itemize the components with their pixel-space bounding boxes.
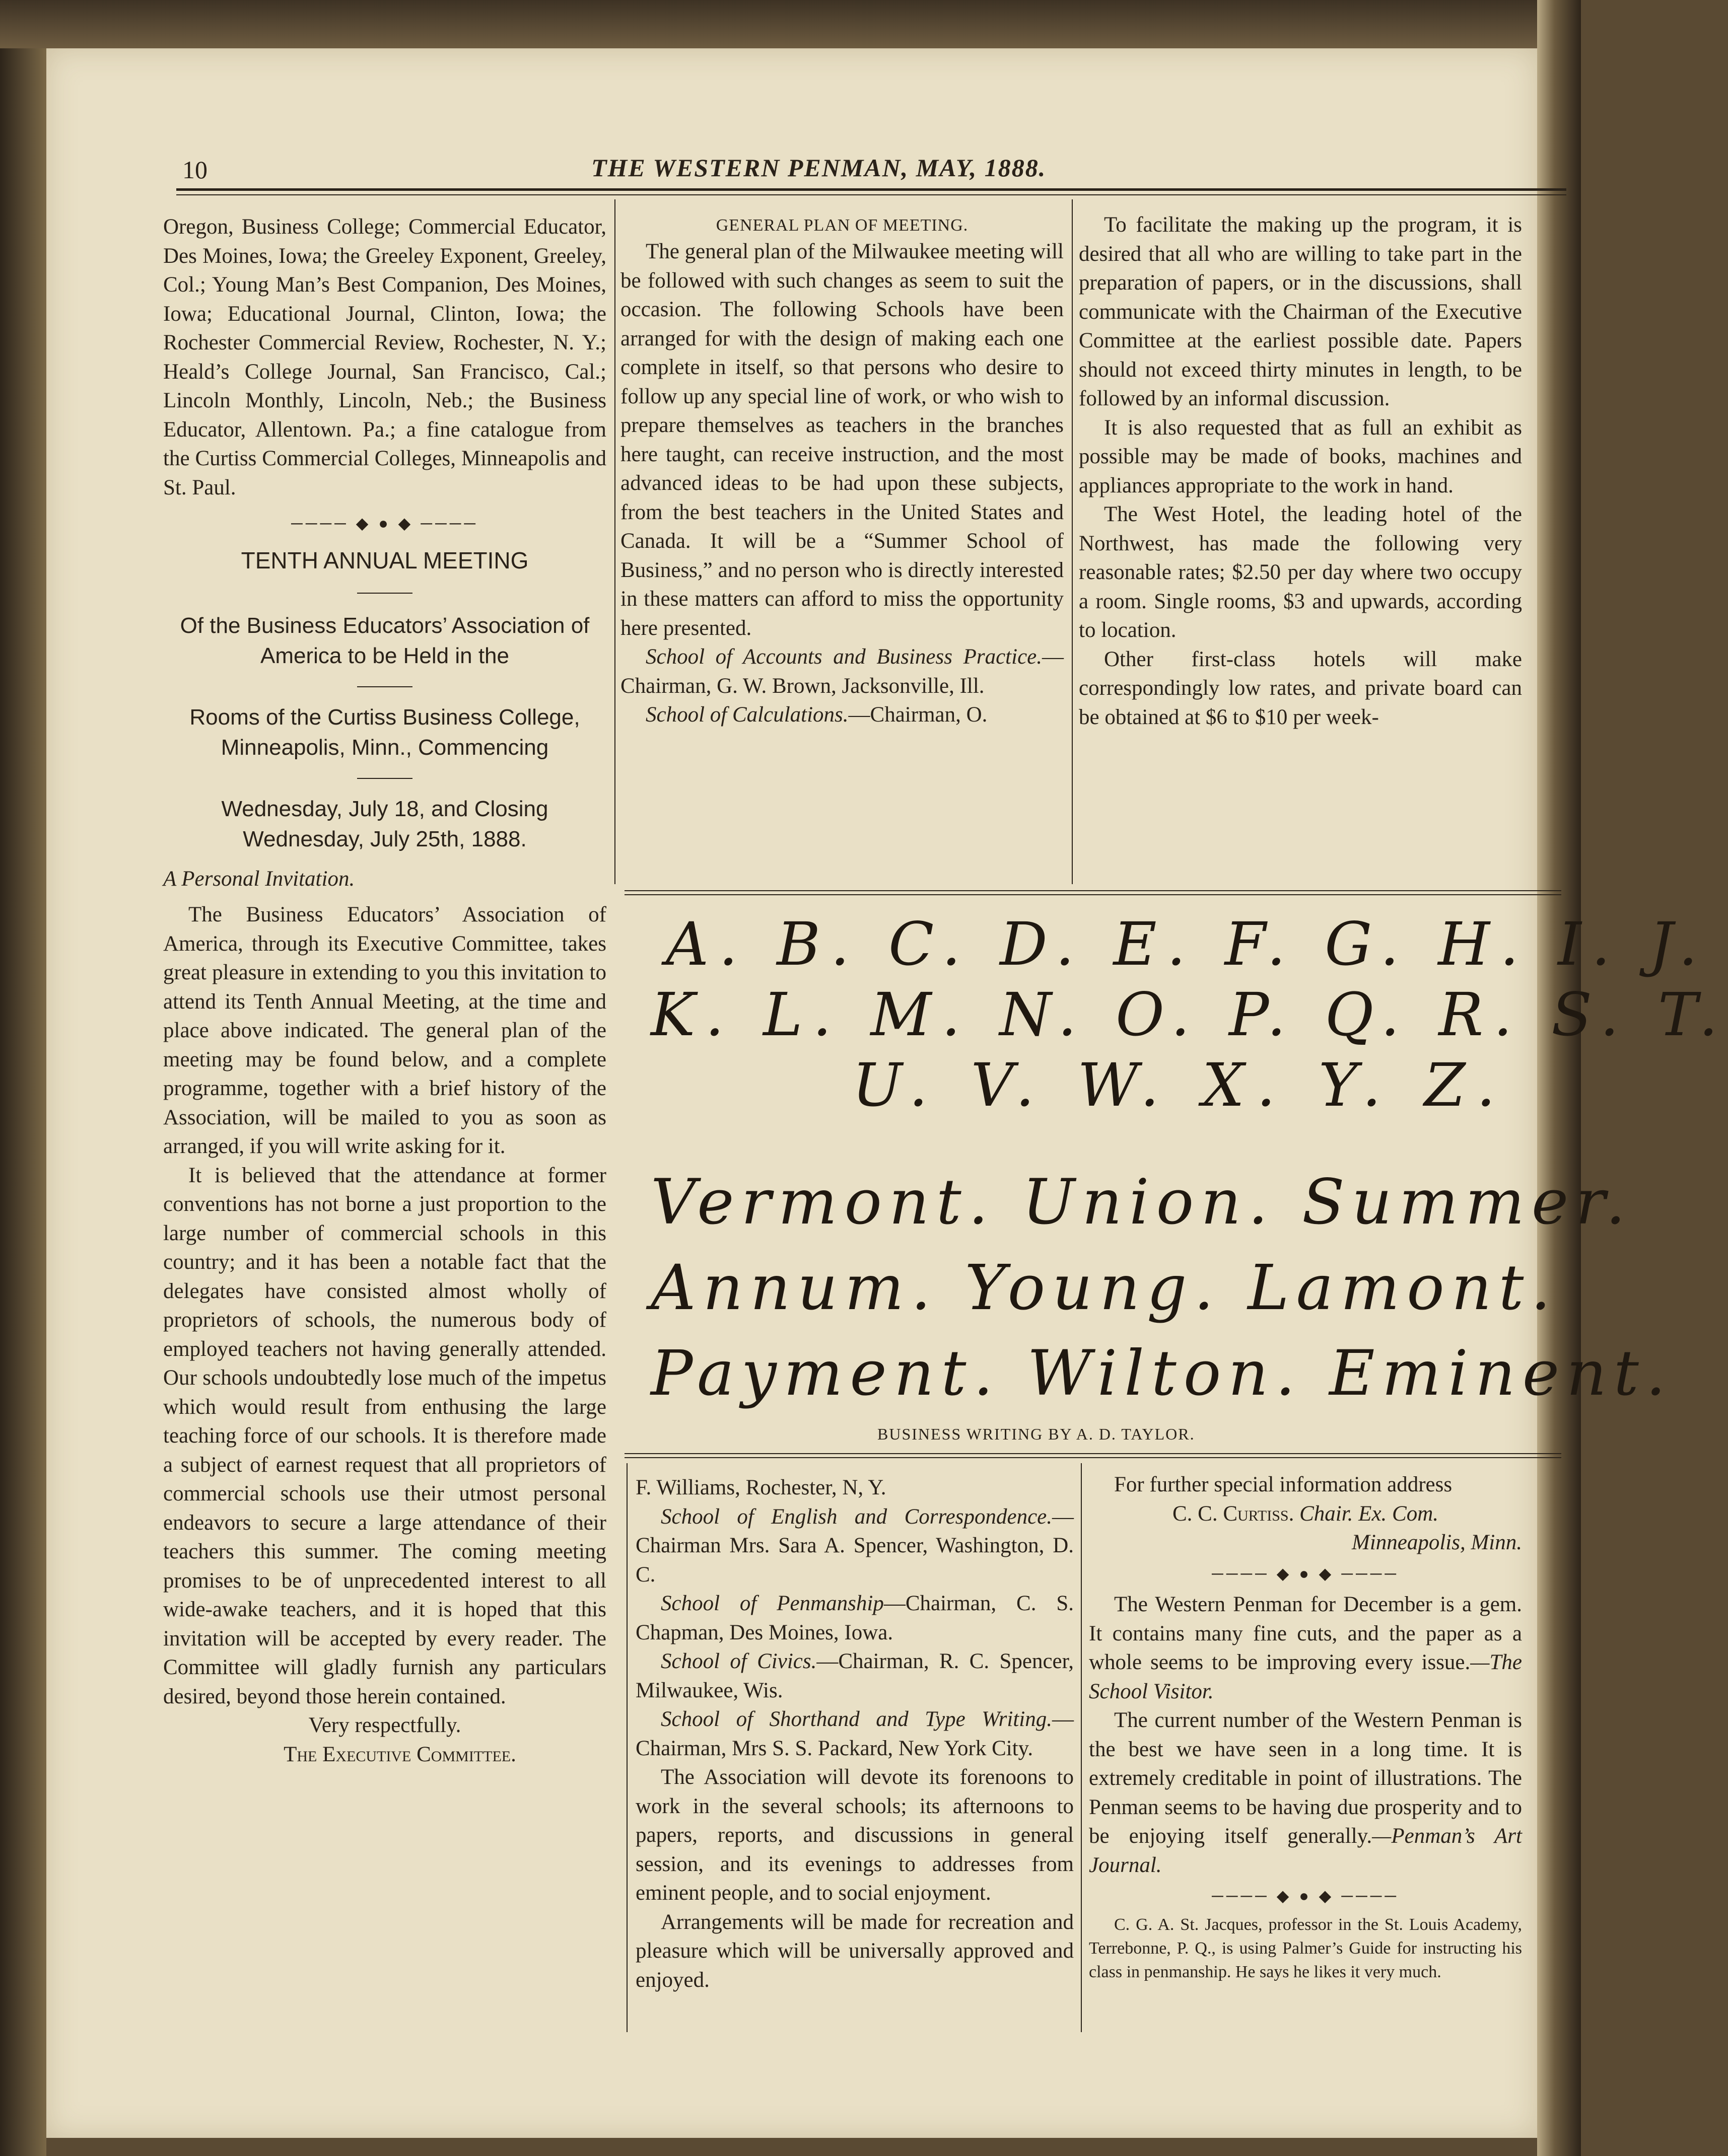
short-rule [357,778,412,779]
school-chair: —Chairman, O. [848,703,988,727]
ornament-divider: ──── ◆ ● ◆ ──── [1212,1564,1399,1583]
newspaper-page [46,48,1728,2138]
school-name: School of Civics. [661,1649,817,1673]
short-rule [357,593,412,594]
signature-name: C. C. Curtiss. [1172,1501,1294,1526]
meeting-subheading: Rooms of the Curtiss Business College, Minneapolis, Minn., Commencing [189,704,580,760]
script-words-line-3: Payment. Wilton. Eminent. [651,1337,1673,1410]
column-2-lower [636,1473,1074,1994]
article-paragraph: To facilitate the making up the program, it is desired that all who are willing to take part in the preparation of papers, or in the discussions, shall communicate with the Chairman of the Executive Committee at the earliest possible date. Papers should not exceed thirty minutes in length, to be followed by an informal discussion. [1079,213,1522,410]
header-rule-thin [176,194,1566,195]
article-paragraph: Oregon, Business College; Commercial Educator, Des Moines, Iowa; the Greeley Exponent, Greeley, Col.; Young Man’s Best Companion, Des Moines, Iowa; Educational Journal, Clinton, Iowa; the Rochester Commercial Review, Rochester, N. Y.; Heald’s College Journal, San Francisco, Cal.; Lincoln Monthly, Lincoln, Neb.; the Business Educator, Allentown. Pa.; a fine catalogue from the Curtiss Commercial Colleges, Minneapolis and St. Paul. [163,215,606,499]
article-text: The Western Penman for December is a gem. It contains many fine cuts, and the paper as a whole seems to be improving every issue. [1089,1593,1522,1674]
column-divider [627,1463,628,2032]
signature: The Executive Committee. [284,1742,516,1766]
signature-title: Chair. Ex. Com. [1299,1501,1439,1526]
closing: Very respectfully. [308,1713,461,1737]
page-title: THE WESTERN PENMAN, MAY, 1888. [591,154,1047,182]
book-gutter-left [0,48,46,2156]
script-words-line-2: Annum. Young. Lamont. [651,1252,1558,1324]
page-number: 10 [182,156,208,184]
plan-heading: GENERAL PLAN OF MEETING. [716,216,969,235]
meeting-heading: TENTH ANNUAL MEETING [241,547,529,573]
article-paragraph: It is believed that the attendance at former conventions has not borne a just proportion to the large number of commercial schools in this country; and it has been a notable fact that the delegates have consisted almost wholly of proprietors of schools, the numerous body of employed teachers not having generally attended. Our schools undoubtedly lose much of the impetus which would result from enthusing the large teaching force of our schools. It is therefore made a subject of earnest request that all proprietors of commercial schools use their utmost personal endeavors to secure a large attendance of their teachers this summer. The coming meeting promises to be of unprecedented interest to all wide-awake teachers, and it is hoped that this invitation will be accepted by every reader. The Committee will gladly furnish any particulars desired, beyond those herein contained. [163,1163,606,1708]
article-paragraph: The Association will devote its forenoons to work in the several schools; its afternoons to papers, reports, and discussions in general session, and its evenings to addresses from eminent people, and to social enjoyment. [636,1765,1074,1905]
column-2 [620,213,1064,730]
article-text: The current number of the Western Penman is the best we have seen in a long time. It is extremely creditable in point of illustrations. The Penman seems to be having due prosperity and to be enjoying itself generally. [1089,1708,1522,1848]
meeting-subheading: Of the Business Educators’ Association of America to be Held in the [180,613,590,668]
article-source: —Penman’s Art Journal. [1089,1824,1522,1877]
column-1 [163,212,606,1769]
specimen-rule-bottom [625,1453,1561,1454]
school-name: School of Calculations. [646,703,849,727]
article-line: F. Williams, Rochester, N, Y. [636,1476,886,1499]
article-paragraph: For further special information address [1114,1473,1453,1496]
ornament-divider: ──── ◆ ● ◆ ──── [1212,1887,1399,1905]
article-paragraph: The general plan of the Milwaukee meeting will be followed with such changes as seem to suit the occasion. The following Schools have been arranged for with the design of making each one complete in itself, so that persons who desire to follow up any special line of work, or who wish to prepare themselves as teachers in the branches here taught, can receive instruction, and the most advanced ideas to be had upon these subjects, from the best teachers in the United States and Canada. It will be a “Summer School of Business,” and no person who is directly interested in these matters can afford to miss the opportunity here presented. [620,240,1064,640]
school-chair: —Chairman Mrs. Sara A. Spencer, Washington, D. C. [636,1504,1074,1587]
article-paragraph: It is also requested that as full an exhibit as possible may be made of books, machines and appliances appropriate to the work in hand. [1079,415,1522,497]
specimen-rule-top [625,890,1561,891]
article-paragraph: The West Hotel, the leading hotel of the Northwest, has made the following very reasonable rates; $2.50 per day where two occupy a room. Single rooms, $3 and upwards, according to location. [1079,502,1522,642]
school-name: School of Shorthand and Type Writing. [661,1707,1052,1731]
school-chair: —Chairman, C. S. Chapman, Des Moines, Iowa. [636,1592,1074,1644]
book-gutter-top [0,0,1537,48]
school-name: School of English and Correspondence. [661,1504,1052,1529]
column-divider [1081,1463,1082,2032]
script-words-line-1: Vermont. Union. Summer. [651,1166,1633,1239]
script-capitals-line-3: U. V. W. X. Y. Z. [852,1050,1508,1120]
invitation-title: A Personal Invitation. [163,867,355,891]
book-edge-right [1537,0,1581,2156]
script-capitals-line-2: K. L. M. N. O. P. Q. R. S. T. [651,980,1728,1049]
specimen-caption: BUSINESS WRITING BY A. D. TAYLOR. [877,1425,1195,1443]
school-chair: —Chairman, R. C. Spencer, Milwaukee, Wis. [636,1649,1074,1702]
script-capitals-line-1: A. B. C. D. E. F. G. H. I. J. [666,909,1708,979]
school-name: School of Penmanship [661,1592,884,1615]
specimen-rule-top [625,894,1561,895]
brief-note: C. G. A. St. Jacques, professor in the St. Louis Academy, Terrebonne, P. Q., is using Palmer’s Guide for instructing his class in penmanship. He says he likes it very much. [1089,1915,1522,1981]
article-paragraph: The Business Educators’ Association of America, through its Executive Committee, takes great pleasure in extending to you this invitation to attend its Tenth Annual Meeting, at the time and place above indicated. The general plan of the meeting may be found below, and a complete programme, together with a brief history of the Association, will be mailed to you as soon as arranged, if you will write asking for it. [163,903,606,1158]
meeting-dates: Wednesday, July 18, and Closing Wednesday, July 25th, 1888. [221,796,548,851]
column-3 [1079,210,1522,732]
school-chair: —Chairman, Mrs S. S. Packard, New York City. [636,1707,1074,1760]
column-divider [614,199,615,884]
short-rule [357,686,412,687]
column-divider [1072,199,1073,884]
signature-place: Minneapolis, Minn. [1352,1531,1522,1554]
school-name: School of Accounts and Business Practice. [646,645,1042,669]
article-source: —The School Visitor. [1089,1650,1522,1703]
ornament-divider: ──── ◆ ● ◆ ──── [291,514,478,532]
specimen-rule-bottom [625,1457,1561,1458]
header-rule [176,188,1566,191]
article-paragraph: Other first-class hotels will make correspondingly low rates, and private board can be obtained at $6 to $10 per week- [1079,647,1522,729]
column-3-lower [1089,1470,1522,1984]
school-chair: —Chairman, G. W. Brown, Jacksonville, Ill. [620,645,1064,698]
article-paragraph: Arrangements will be made for recreation and pleasure which will be universally approved and enjoyed. [636,1910,1074,1992]
